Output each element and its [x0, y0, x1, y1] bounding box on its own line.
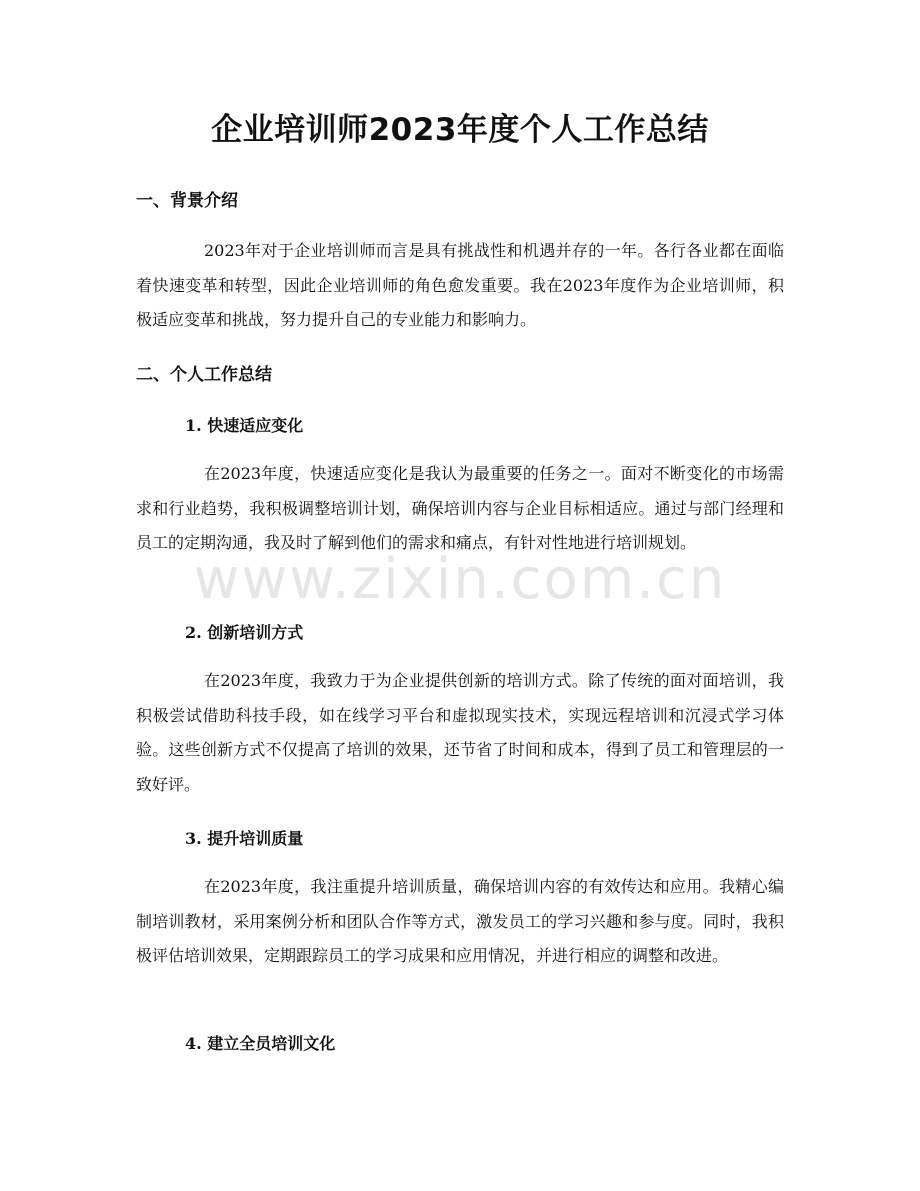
paragraph-quality: 在2023年度，我注重提升培训质量，确保培训内容的有效传达和应用。我精心编制培训教材，采用案例分析和团队合作等方式，激发员工的学习兴趣和参与度。同时，我积极评估培训效果，定期跟踪员工的学习成果和应用情况，并进行相应的调整和改进。 [136, 877, 784, 965]
watermark-text: www.zixin.com.cn [193, 547, 727, 612]
item-heading-culture: 4. 建立全员培训文化 [185, 1034, 336, 1053]
paragraph-innovate: 在2023年度，我致力于为企业提供创新的培训方式。除了传统的面对面培训，我积极尝试借助科技手段，如在线学习平台和虚拟现实技术，实现远程培训和沉浸式学习体验。这些创新方式不仅提高了培训的效果，还节省了时间和成本，得到了员工和管理层的一致好评。 [136, 671, 784, 794]
section-heading-work-summary: 二、个人工作总结 [136, 365, 272, 385]
paragraph-adapt: 在2023年度，快速适应变化是我认为最重要的任务之一。面对不断变化的市场需求和行业趋势，我积极调整培训计划，确保培训内容与企业目标相适应。通过与部门经理和员工的定期沟通，我及时了解到他们的需求和痛点，有针对性地进行培训规划。 [136, 464, 784, 552]
item-heading-quality: 3. 提升培训质量 [185, 829, 304, 848]
section-heading-background: 一、背景介绍 [136, 191, 238, 211]
paragraph-background: 2023年对于企业培训师而言是具有挑战性和机遇并存的一年。各行各业都在面临着快速变革和转型，因此企业培训师的角色愈发重要。我在2023年度作为企业培训师，积极适应变革和挑战，努力提升自己的专业能力和影响力。 [136, 241, 784, 329]
document-title: 企业培训师2023年度个人工作总结 [211, 112, 709, 148]
item-heading-adapt: 1. 快速适应变化 [185, 416, 304, 435]
item-heading-innovate: 2. 创新培训方式 [185, 623, 304, 642]
